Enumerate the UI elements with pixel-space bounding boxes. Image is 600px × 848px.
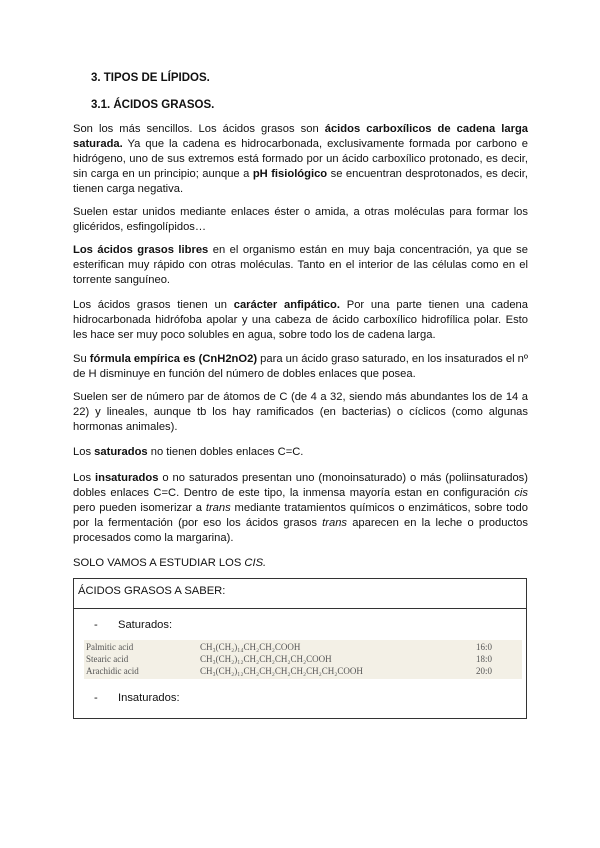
bullet-dash: - [94,619,98,631]
paragraph-amphipathic: Los ácidos grasos tienen un carácter anfipático. Por una parte tienen una cadena hidrocarbonada hidrófoba apolar y una cabeza de ácido carboxílico hidrofílica polar. Esto les hace ser muy poco solubles en agua, sobre todo los de cadena larga. [73,299,528,341]
table-row [84,654,522,665]
unsaturated-label: Insaturados: [118,692,180,704]
table-row [84,666,522,677]
saturated-fatty-acids-table [84,640,522,679]
acid-formula: CH₃(CH₂)₁₂CH₂CH₂CH₂CH₂COOH [200,654,332,664]
acid-notation: 20:0 [476,666,493,676]
box-divider [74,608,526,609]
acid-name: Stearic acid [86,654,129,664]
paragraph-cis-note: SOLO VAMOS A ESTUDIAR LOS CIS. [73,557,267,569]
paragraph-formula: Su fórmula empírica es (CnH2nO2) para un ácido graso saturado, en los insaturados el nº de H disminuye en función del número de dobles enlaces que posea. [73,353,528,380]
section-heading: 3. TIPOS DE LÍPIDOS. [91,72,210,84]
paragraph-bonds: Suelen estar unidos mediante enlaces éster o amida, a otras moléculas para formar los glicéridos, esfingolípidos… [73,206,528,233]
paragraph-unsaturated: Los insaturados o no saturados presentan uno (monoinsaturado) o más (poliinsaturados) dobles enlaces C=C. Dentro de este tipo, la inmensa mayoría estan en configuración cis pero pueden isomerizar a trans mediante tratamientos químicos o enzimáticos, sobre todo por la fermentación (por eso los ácidos grasos trans aparecen en la leche o productos procesados como la margarina). [73,472,528,544]
saturated-label: Saturados: [118,619,173,631]
acid-notation: 18:0 [476,654,493,664]
acid-formula: CH₃(CH₂)₁₂CH₂CH₂CH₂CH₂CH₂CH₂COOH [200,666,363,676]
acid-notation: 16:0 [476,642,493,652]
box-title: ÁCIDOS GRASOS A SABER: [78,585,226,597]
paragraph-carbon-count: Suelen ser de número par de átomos de C (de 4 a 32, siendo más abundantes los de 14 a 22) y lineales, aunque tb los hay ramificados (en bacterias) o cíclicos (como algunas hormonas animales). [73,391,528,433]
paragraph-intro: Son los más sencillos. Los ácidos grasos son ácidos carboxílicos de cadena larga saturada. Ya que la cadena es hidrocarbonada, exclusivamente formada por carbono e hidrógeno, uno de sus extremos está formado por un ácido carboxílico protonado, es decir, sin carga en un principio; aunque a pH fisiológico se encuentran desprotonados, es decir, tienen carga negativa. [73,123,529,195]
table-row [84,642,522,653]
bullet-dash: - [94,692,98,704]
acid-name: Palmitic acid [86,642,134,652]
unsaturated-bullet [94,692,180,704]
subsection-heading: 3.1. ÁCIDOS GRASOS. [91,99,215,111]
acid-formula: CH₃(CH₂)₁₄CH₂CH₂COOH [200,642,301,652]
saturated-bullet [94,619,172,631]
fatty-acids-box [73,578,527,719]
paragraph-saturated: Los saturados no tienen dobles enlaces C=C. [73,446,304,458]
acid-name: Arachidic acid [86,666,139,676]
paragraph-free-fatty-acids: Los ácidos grasos libres en el organismo están en muy baja concentración, ya que se esterifican muy rápido con otras moléculas. Tanto en el interior de las células como en el torrente sanguíneo. [73,244,528,286]
